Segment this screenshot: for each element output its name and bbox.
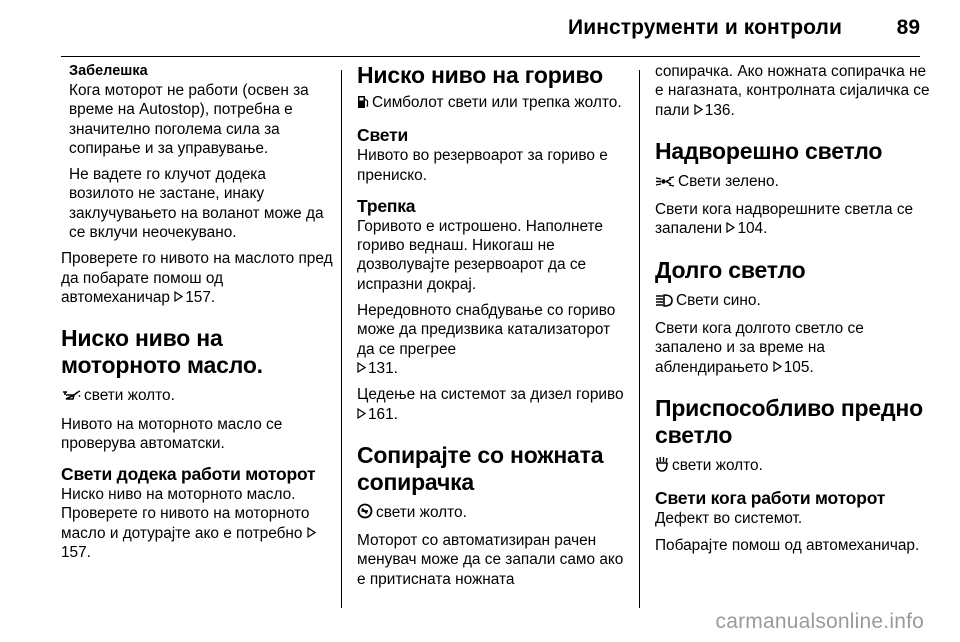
fuel-indicator-line: Симболот свети или трепка жолто. [357, 93, 625, 114]
fuel-pump-icon [357, 95, 369, 114]
reference-arrow-icon [726, 219, 735, 238]
oil-auto-check-paragraph: Нивото на моторното масло се проверува автоматски. [61, 415, 283, 452]
high-beam-indicator-line: Свети сино. [655, 291, 930, 312]
engine-running-paragraph: Ниско ниво на моторното масло. Проверете го нивото на моторното масло и дотурајте ако е потребно 157. [61, 485, 333, 562]
adaptive-indicator-line: свети жолто. [655, 456, 930, 477]
page-reference[interactable]: 136. [704, 101, 735, 119]
reference-arrow-icon [773, 358, 782, 377]
brake-pedal-icon [357, 503, 373, 524]
oil-can-icon [61, 388, 81, 407]
reference-arrow-icon [307, 524, 316, 543]
high-beam-paragraph: Свети кога долгото светло се запалено и за време на аблендирањето 105. [655, 320, 864, 376]
exterior-indicator-line: Свети зелено. [655, 172, 930, 193]
heading-apply-brake: Сопирајте со ножната сопирачка [357, 441, 604, 495]
column-divider-2 [639, 70, 640, 608]
note-heading: Забелешка [69, 63, 148, 79]
heading-fuel-low: Ниско ниво на гориво [357, 62, 603, 88]
exterior-paragraph: Свети кога надворешните светла се запалени 104. [655, 201, 914, 238]
subheading-adaptive-running: Свети кога работи моторот [655, 488, 886, 509]
column-1 [61, 62, 333, 562]
flashing-paragraph-2: Нередовното снабдување со гориво може да предизвика катализаторот да се прегрее 131. [357, 302, 616, 377]
heading-adaptive-light: Приспособливо предно светло [655, 394, 923, 448]
note-paragraph-1: Кога моторот не работи (освен за време на Autostop), потребна е значително поголема сила за сопирање и за управување. [69, 82, 309, 157]
note-block [61, 62, 333, 242]
reference-arrow-icon [694, 101, 703, 120]
column-3 [655, 62, 930, 555]
header-divider [61, 56, 920, 57]
page-number: 89 [896, 16, 920, 39]
note-paragraph-2: Не вадете го клучот додека возилото не застане, инаку заклучувањето на воланот може да се вклучи неочекувано. [69, 166, 324, 242]
heading-high-beam: Долго светло [655, 256, 806, 283]
check-oil-paragraph: Проверете го нивото на маслото пред да побарате помош од автомеханичар 157. [61, 250, 333, 306]
watermark: carmanualsonline.info [715, 610, 924, 633]
reference-arrow-icon [174, 288, 183, 307]
brake-paragraph: Моторот со автоматизиран рачен менувач може да се запали само ако е притисната ножната [357, 532, 624, 588]
diesel-bleed-paragraph: Цедење на системот за дизел гориво 161. [357, 386, 624, 423]
flashing-paragraph-1: Горивото е истрошено. Наполнете гориво веднаш. Никогаш не дозволувајте резервоарот да се испразни докрај. [357, 217, 603, 293]
oil-indicator-line: свети жолто. [61, 386, 333, 407]
heading-exterior-light: Надворешно светло [655, 137, 883, 164]
reference-arrow-icon [357, 359, 366, 378]
reference-arrow-icon [357, 405, 366, 424]
page-reference[interactable]: 161. [368, 405, 398, 423]
adaptive-headlight-icon [655, 456, 669, 477]
column-2 [357, 62, 625, 589]
adaptive-help-paragraph: Побарајте помош од автомеханичар. [655, 536, 920, 554]
subheading-lit: Свети [357, 125, 408, 146]
brake-continued-paragraph: сопирачка. Ако ножната сопирачка не е нагазната, контролната сијаличка се пали 136. [655, 63, 930, 119]
page-reference[interactable]: 104. [737, 220, 768, 238]
high-beam-icon [655, 293, 673, 312]
page-reference[interactable]: 131. [368, 359, 398, 377]
brake-indicator-line: свети жолто. [357, 503, 625, 524]
lit-paragraph: Нивото во резервоарот за гориво е прениско. [357, 147, 608, 184]
column-divider-1 [341, 70, 342, 608]
subheading-engine-running: Свети додека работи моторот [61, 464, 316, 485]
page-reference[interactable]: 157. [61, 544, 91, 562]
page-reference[interactable]: 157. [185, 288, 216, 306]
page-reference[interactable]: 105. [783, 358, 814, 376]
adaptive-fault-paragraph: Дефект во системот. [655, 510, 803, 528]
exterior-light-icon [655, 174, 675, 193]
page-title: Иинструменти и контроли [568, 16, 842, 39]
heading-oil-level: Ниско ниво на моторното масло. [61, 325, 263, 379]
subheading-flashing: Трепка [357, 195, 416, 216]
